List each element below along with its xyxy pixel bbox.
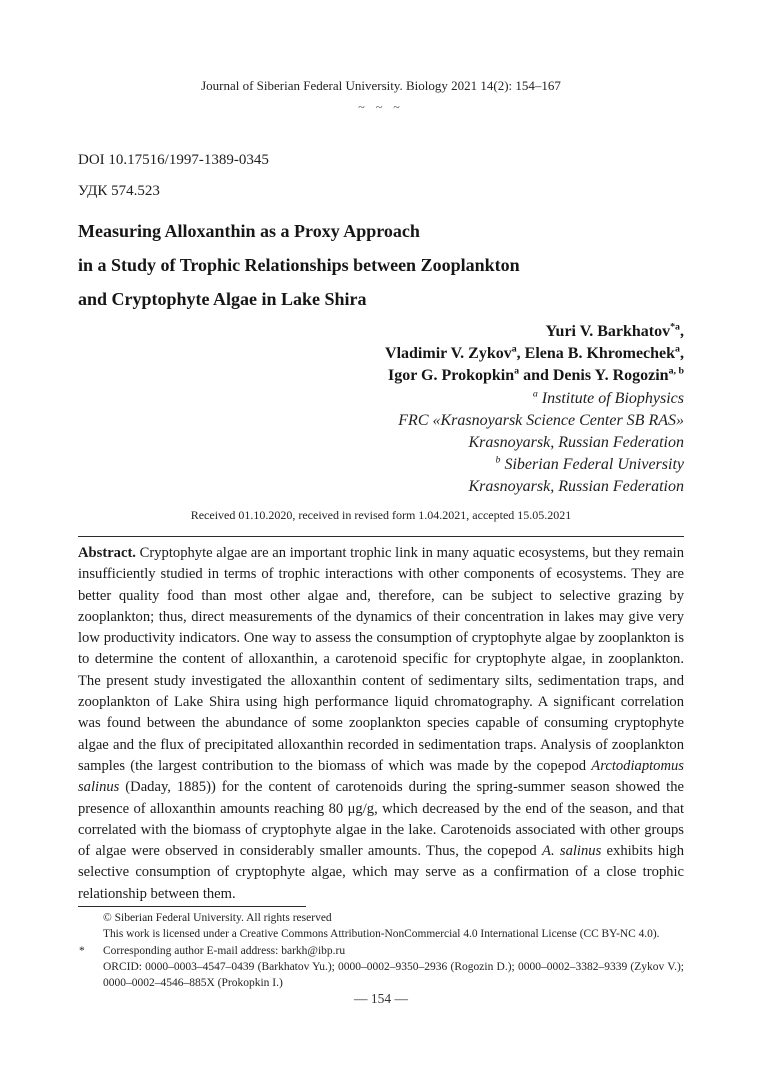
journal-header: Journal of Siberian Federal University. Biology 2021 14(2): 154–167 xyxy=(201,78,561,93)
author-separator: , xyxy=(680,323,684,340)
corresponding-author-asterisk: * xyxy=(79,944,85,957)
abstract-paragraph xyxy=(78,536,684,905)
footnote-copyright: © Siberian Federal University. All rights reserved xyxy=(103,912,332,924)
affil-name: Institute of Biophysics xyxy=(537,390,684,407)
species-name-italic: A. salinus xyxy=(542,843,602,860)
footnote-orcid-line: ORCID: 0000–0003–4547–0439 (Barkhatov Yu.); 0000–0002–9350–2936 (Rogozin D.); 0000–0002–3382–9339 (Zykov V.); 0000–0002–4546–885X (Prokopkin I.) xyxy=(103,960,684,990)
abstract-text-1: Cryptophyte algae are an important trophic link in many aquatic ecosystems, but they remain insufficiently studied in terms of trophic interactions with other components of ecosystems. They are better quality food than most other algae and, therefore, can be subject to selective grazing by zooplankton; thus, direct measurements of the dynamics of their concentration in lakes may give very low productivity indicators. One way to assess the consumption of cryptophyte algae by zooplankton is to determine the content of alloxanthin, a carotenoid specific for cryptophyte algae, in zooplankton. The present study investigated the alloxanthin content of sedimentary silts, sedimentation traps, and zooplankton of Lake Shira using high performance liquid chromatography. A significant correlation was found between the abundance of some zooplankton species capable of consuming cryptophyte algae and the flux of precipitated alloxanthin recorded in sedimentation traps. Analysis of zooplankton samples (the largest contribution to the biomass of which was made by the copepod xyxy=(78,545,684,774)
abstract-label: Abstract. xyxy=(78,545,136,561)
authors-line-2 xyxy=(78,343,684,365)
affil-marker: a xyxy=(532,388,538,400)
author-name: Yuri V. Barkhatov xyxy=(545,323,671,340)
author-name: , Elena B. Khromechek xyxy=(516,345,676,362)
corresponding-author-email-line: Corresponding author E-mail address: barkh@ibp.ru xyxy=(103,944,346,957)
author-affil-marker: a, b xyxy=(668,365,684,377)
affiliation-line-1 xyxy=(78,388,684,410)
author-name: Igor G. Prokopkin xyxy=(388,367,515,384)
footnote-divider xyxy=(78,906,306,907)
tilde-separator: ~ ~ ~ xyxy=(358,100,404,114)
author-affil-marker: a xyxy=(514,365,520,377)
paper-title-line-2: in a Study of Trophic Relationships between Zooplankton xyxy=(78,255,520,275)
authors-block xyxy=(78,321,684,387)
abstract-text-2: (Daday, 1885)) for the content of carotenoids during the spring-summer season showed the presence of alloxanthin amounts reaching 80 μg/g, which decreased by the end of the season, and that correlated with the biomass of cryptophyte algae in the lake. Carotenoids associated with other groups of algae were observed in considerably smaller amounts. Thus, the copepod xyxy=(78,779,684,860)
page-number: — 154 — xyxy=(354,991,408,1006)
author-name: Vladimir V. Zykov xyxy=(385,345,512,362)
author-affil-marker: a xyxy=(511,343,517,355)
abstract-text-3: exhibits high selective consumption of cryptophyte algae, which may serve as a confirmation of a close trophic relationship between them. xyxy=(78,843,684,902)
footnote-corresponding-author xyxy=(78,943,684,959)
paper-title-line-3: and Cryptophyte Algae in Lake Shira xyxy=(78,289,367,309)
affiliation-line-2: FRC «Krasnoyarsk Science Center SB RAS» xyxy=(398,412,684,429)
paper-title xyxy=(78,214,684,316)
affil-marker: b xyxy=(495,454,501,466)
footnote-block xyxy=(78,906,684,991)
affiliation-line-5: Krasnoyarsk, Russian Federation xyxy=(468,478,684,495)
footnote-license: This work is licensed under a Creative Commons Attribution-NonCommercial 4.0 International License (CC BY-NC 4.0). xyxy=(103,928,660,941)
affiliation-line-3: Krasnoyarsk, Russian Federation xyxy=(468,434,684,451)
author-separator: , xyxy=(680,345,684,362)
author-affil-marker: a xyxy=(675,343,680,355)
doi-line: DOI 10.17516/1997-1389-0345 xyxy=(78,152,269,168)
authors-line-1 xyxy=(78,321,684,343)
species-name-italic: Arctodiaptomus salinus xyxy=(78,757,684,796)
affiliations-block xyxy=(78,388,684,498)
authors-line-3 xyxy=(78,365,684,387)
udk-line: УДК 574.523 xyxy=(78,183,160,199)
affiliation-line-4 xyxy=(78,454,684,476)
affil-name: Siberian Federal University xyxy=(500,456,684,473)
author-affil-marker: *a xyxy=(670,321,680,333)
paper-title-line-1: Measuring Alloxanthin as a Proxy Approach xyxy=(78,221,420,241)
received-dates-line: Received 01.10.2020, received in revised form 1.04.2021, accepted 15.05.2021 xyxy=(190,508,572,522)
author-name: and Denis Y. Rogozin xyxy=(519,367,669,384)
